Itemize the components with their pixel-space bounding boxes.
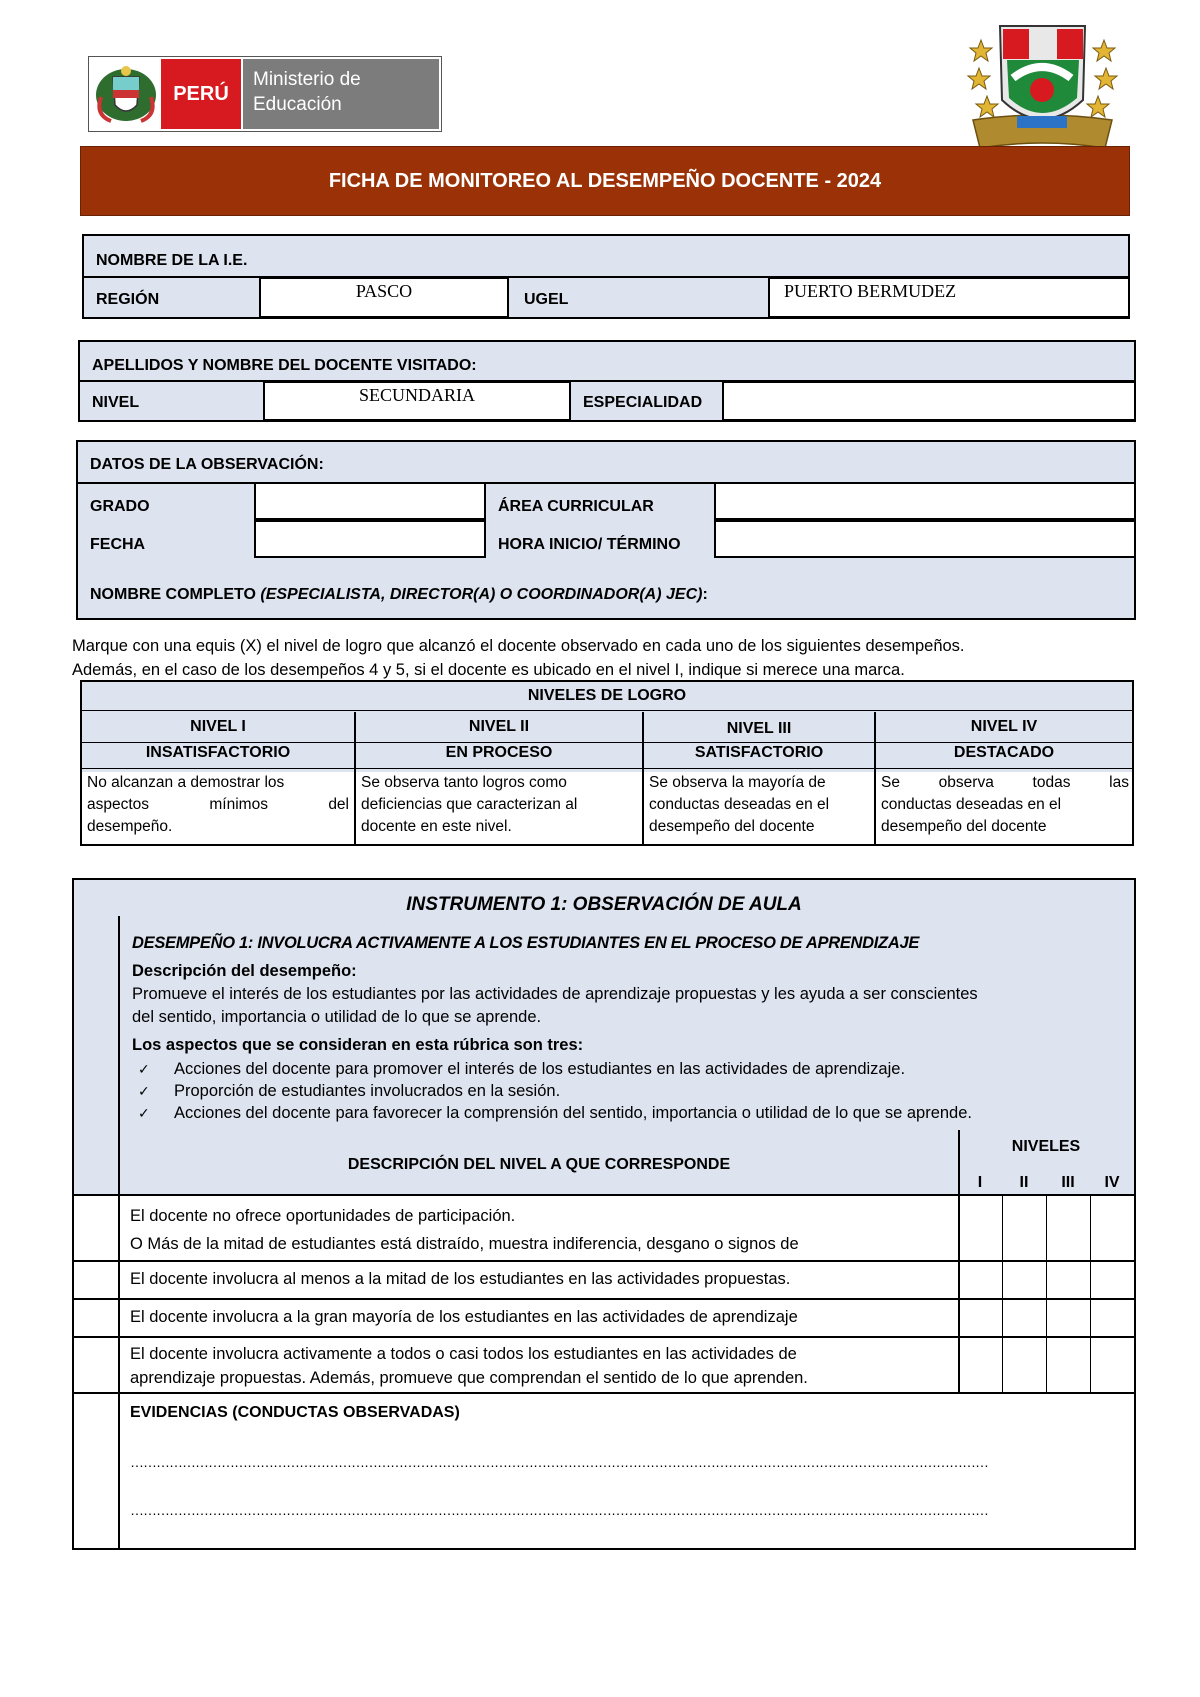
description-line2: del sentido, importancia o utilidad de lo que se aprende. — [132, 1008, 542, 1026]
level-3-description: Se observa la mayoría de conductas deseadas en el desempeño del docente — [649, 774, 830, 835]
nivel-label: NIVEL — [92, 394, 140, 411]
check-bullet-icon: ✓ — [138, 1105, 150, 1121]
hora-label: HORA INICIO/ TÉRMINO — [498, 536, 681, 553]
evidence-line-1[interactable]: ……………………………………………………………………………………………………………………………………………………………………………… — [130, 1454, 988, 1470]
level-3-label: SATISFACTORIO — [694, 744, 824, 761]
instrument-title: INSTRUMENTO 1: OBSERVACIÓN DE AULA — [406, 894, 802, 915]
instructions-line2: Además, en el caso de los desempeños 4 y 5, si el docente es ubicado en el nivel I, indique si merece una marca. — [72, 661, 905, 679]
table-row — [130, 1202, 799, 1258]
level-2-name: NIVEL II — [468, 718, 530, 735]
levels-table — [80, 680, 1134, 846]
area-label: ÁREA CURRICULAR — [498, 498, 654, 515]
level-4-label: DESTACADO — [953, 744, 1055, 761]
table-row: El docente involucra a la gran mayoría de los estudiantes en las actividades de aprendizaje — [130, 1308, 798, 1326]
level-4-name: NIVEL IV — [970, 718, 1038, 735]
performance-title: DESEMPEÑO 1: INVOLUCRA ACTIVAMENTE A LOS ESTUDIANTES EN EL PROCESO DE APRENDIZAJE — [132, 934, 920, 952]
ie-region-row — [82, 278, 1130, 319]
level-col-II: II — [1019, 1174, 1029, 1191]
level-col-3 — [642, 712, 874, 844]
form-title: FICHA DE MONITOREO AL DESEMPEÑO DOCENTE - 2024 — [80, 146, 1130, 216]
level-4-description: Se observa todas las conductas deseadas en el desempeño del docente — [881, 774, 1129, 835]
table-row — [130, 1342, 808, 1390]
aspects-heading: Los aspectos que se consideran en esta rúbrica son tres: — [132, 1036, 584, 1054]
table-header: DESCRIPCIÓN DEL NIVEL A QUE CORRESPONDE — [347, 1156, 731, 1173]
description-heading: Descripción del desempeño: — [132, 962, 357, 980]
level-col-IV: IV — [1104, 1174, 1120, 1191]
fecha-field[interactable] — [254, 520, 486, 558]
levels-title: NIVELES DE LOGRO — [527, 687, 687, 704]
level-2-label: EN PROCESO — [445, 744, 553, 761]
teacher-name-row — [78, 340, 1136, 382]
levels-header: NIVELES — [1011, 1138, 1081, 1155]
area-field[interactable] — [714, 482, 1136, 520]
aspects-list — [138, 1058, 972, 1124]
ie-name-row — [82, 234, 1130, 278]
row-4-line2: aprendizaje propuestas. Además, promueve que comprendan el sentido de lo que aprenden. — [130, 1369, 808, 1387]
instructions-line1: Marque con una equis (X) el nivel de logro que alcanzó el docente observado en cada uno de los siguientes desempeños. — [72, 637, 965, 655]
level-col-4 — [874, 712, 1132, 844]
grado-field[interactable] — [254, 482, 486, 520]
especialidad-field[interactable] — [722, 381, 1136, 421]
region-label: REGIÓN — [96, 291, 160, 308]
instrument-block — [72, 878, 1136, 1550]
level-col-2 — [354, 712, 642, 844]
ie-name-label: NOMBRE DE LA I.E. — [96, 252, 248, 269]
level-col-I: I — [977, 1174, 983, 1191]
ugel-label: UGEL — [524, 291, 569, 308]
instructions — [72, 634, 965, 682]
school-emblem-icon — [965, 20, 1120, 152]
evidence-line-2[interactable]: ……………………………………………………………………………………………………………………………………………………………………………… — [130, 1502, 988, 1518]
peru-coat-of-arms-icon — [91, 59, 161, 129]
description-line1: Promueve el interés de los estudiantes por las actividades de aprendizaje propuestas y les ayuda a ser conscientes — [132, 985, 978, 1003]
level-1-name: NIVEL I — [190, 718, 246, 735]
level-3-name: NIVEL III — [726, 720, 792, 737]
level-col-III: III — [1061, 1174, 1075, 1191]
evidence-title: EVIDENCIAS (CONDUCTAS OBSERVADAS) — [130, 1404, 460, 1421]
aspect-item: ✓ Acciones del docente para promover el interés de los estudiantes en las actividades de aprendizaje. — [138, 1060, 906, 1078]
aspect-item: ✓ Acciones del docente para favorecer la comprensión del sentido, importancia o utilidad de lo que se aprende. — [138, 1104, 972, 1122]
peru-label: PERÚ — [161, 59, 241, 129]
grado-label: GRADO — [90, 498, 150, 515]
level-2-description: Se observa tanto logros como deficiencias que caracterizan al docente en este nivel. — [361, 774, 578, 835]
teacher-level-row — [78, 382, 1136, 422]
ugel-field[interactable]: PUERTO BERMUDEZ — [768, 277, 1130, 318]
nivel-field[interactable]: SECUNDARIA — [263, 381, 571, 421]
level-1-description: No alcanzan a demostrar los aspectos mínimos del desempeño. — [87, 774, 349, 835]
description-text — [132, 983, 978, 1029]
row-1-line2: O Más de la mitad de estudiantes está distraído, muestra indiferencia, desgano o signos de — [130, 1235, 799, 1253]
row-4-line1: El docente involucra activamente a todos o casi todos los estudiantes en las actividades de — [130, 1345, 797, 1363]
observation-block — [76, 440, 1136, 620]
ministry-line2: Educación — [253, 94, 342, 115]
region-field[interactable]: PASCO — [259, 277, 509, 318]
fecha-label: FECHA — [90, 536, 146, 553]
ministry-label — [243, 59, 439, 129]
row-1-level-II-cell[interactable] — [1004, 1196, 1046, 1260]
observation-title: DATOS DE LA OBSERVACIÓN: — [90, 456, 324, 473]
level-col-1 — [82, 712, 354, 844]
check-bullet-icon: ✓ — [138, 1083, 150, 1099]
row-1-level-I-cell[interactable] — [960, 1196, 1002, 1260]
row-1-level-III-cell[interactable] — [1048, 1196, 1090, 1260]
teacher-name-label: APELLIDOS Y NOMBRE DEL DOCENTE VISITADO: — [92, 357, 477, 374]
minedu-logo — [88, 56, 442, 132]
check-bullet-icon: ✓ — [138, 1061, 150, 1077]
hora-field[interactable] — [714, 520, 1136, 558]
level-1-label: INSATISFACTORIO — [145, 744, 291, 761]
row-1-level-IV-cell[interactable] — [1092, 1196, 1134, 1260]
ministry-line1: Ministerio de — [253, 69, 361, 90]
especialidad-label: ESPECIALIDAD — [583, 394, 703, 411]
row-1-line1: El docente no ofrece oportunidades de participación. — [130, 1207, 516, 1225]
observer-label: NOMBRE COMPLETO (ESPECIALISTA, DIRECTOR(A) O COORDINADOR(A) JEC): — [90, 586, 708, 603]
aspect-item: ✓ Proporción de estudiantes involucrados en la sesión. — [138, 1082, 561, 1100]
table-row: El docente involucra al menos a la mitad de los estudiantes en las actividades propuestas. — [130, 1270, 791, 1288]
